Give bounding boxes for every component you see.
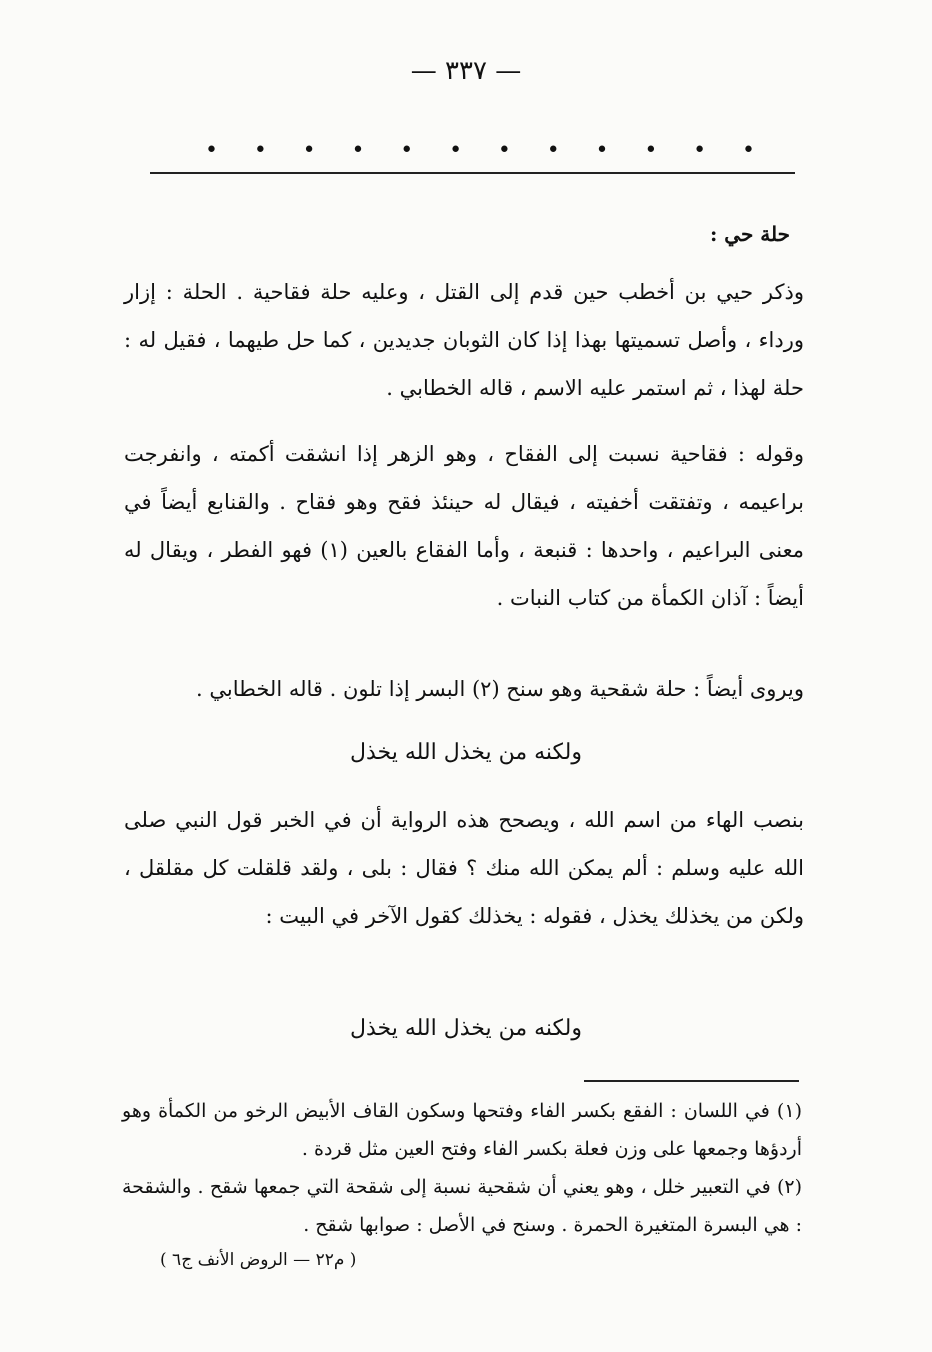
ornament-dot: • [595, 138, 609, 163]
ornament-dot: • [205, 138, 218, 163]
footnote-2: (٢) في التعبير خلل ، وهو يعني أن شقحية نسبة إلى شقحة التي جمعها شقح . والشقحة : هي البسرة المتغيرة الحمرة . وسنح في الأصل : صوابها شقح . [122, 1176, 802, 1236]
header-rule [150, 172, 795, 174]
section-heading: حلة حي : [709, 222, 790, 246]
paragraph-3: ويروى أيضاً : حلة شقحية وهو سنح (٢) البسر إذا تلون . قاله الخطابي . [196, 677, 804, 701]
header-ornament [150, 140, 795, 180]
verse-line-1: ولكنه من يخذل الله يخذل [349, 740, 583, 765]
page-signature: ( م٢٢ — الروض الأنف ج٦ ) [160, 1250, 357, 1270]
ornament-dot: • [546, 138, 560, 163]
ornament-dot: • [400, 138, 414, 163]
footnotes [122, 1092, 802, 1244]
ornament-dot: • [741, 138, 755, 163]
ornament-dot: • [351, 138, 365, 163]
paragraph-1: وذكر حيي بن أخطب حين قدم إلى القتل ، وعليه حلة فقاحية . الحلة : إزار ورداء ، وأصل تسميتها بهذا إذا كان الثوبان جديدين ، كما حل طيهما ، فقيل له : حلة لهذا ، ثم استمر عليه الاسم ، قاله الخطابي . [124, 280, 804, 400]
ornament-dot: • [644, 138, 658, 163]
ornament-dot: • [497, 138, 511, 163]
footnote-rule [584, 1080, 799, 1082]
ornament-dot: • [449, 138, 463, 163]
ornament-dot: • [693, 138, 707, 163]
ornament-dot: • [253, 138, 267, 163]
ornament-dot: • [302, 138, 316, 163]
paragraph-2: وقوله : فقاحية نسبت إلى الفقاح ، وهو الزهر إذا انشقت أكمته ، وانفرجت براعيمه ، وتفتقت أخفيته ، فيقال له حينئذ فقح وهو فقاح . والقنابع أيضاً في معنى البراعيم ، واحدها : قنبعة ، وأما الفقاع بالعين (١) فهو الفطر ، ويقال له أيضاً : آذان الكمأة من كتاب النبات . [124, 442, 805, 610]
verse-line-2: ولكنه من يخذل الله يخذل [349, 1016, 583, 1041]
footnote-1: (١) في اللسان : الفقع بكسر الفاء وفتحها وسكون القاف الأبيض الرخو من الكمأة وهو أردؤها وجمعها على وزن فعلة بكسر الفاء وفتح العين مثل قردة . [122, 1100, 802, 1160]
ornament-dots [150, 140, 795, 162]
page-number: — ٣٣٧ — [410, 56, 522, 86]
paragraph-4: بنصب الهاء من اسم الله ، ويصحح هذه الرواية أن في الخبر قول النبي صلى الله عليه وسلم : ألم يمكن الله منك ؟ فقال : بلى ، ولقد قلقلت كل مقلقل ، ولكن من يخذلك يخذل ، فقوله : يخذلك كقول الآخر في البيت : [124, 808, 804, 928]
